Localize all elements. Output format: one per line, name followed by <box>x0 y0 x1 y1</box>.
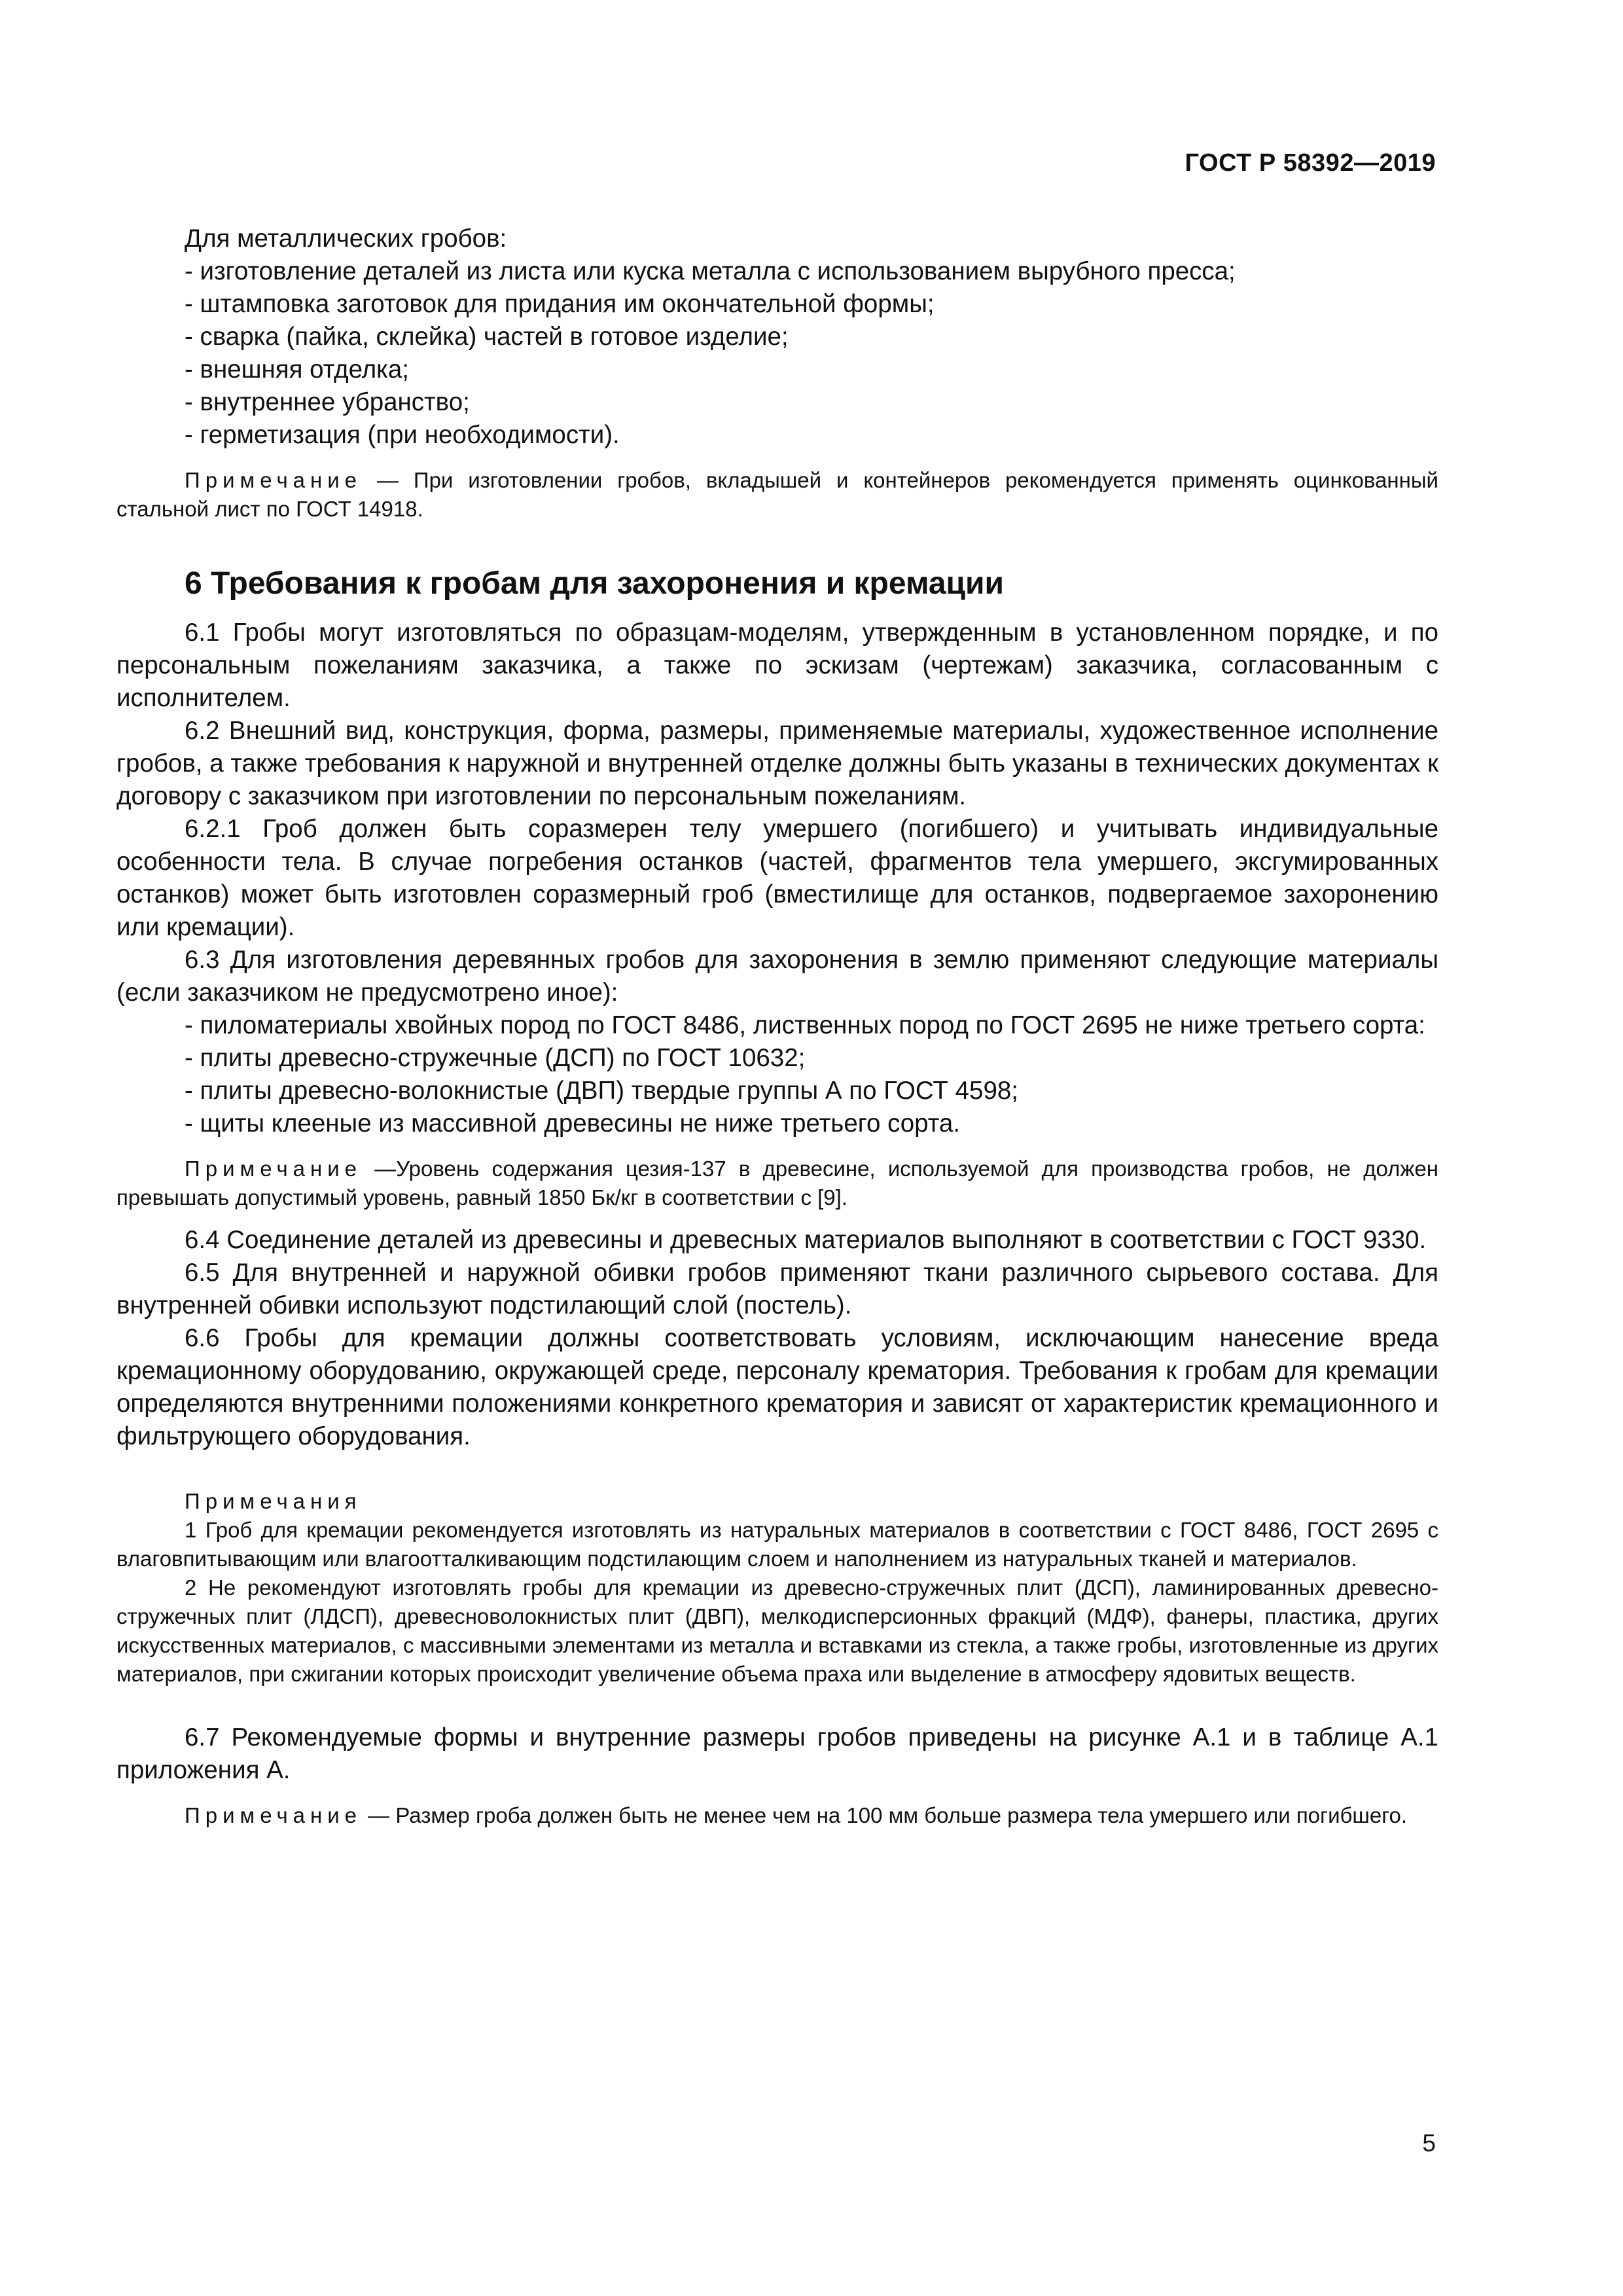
paragraph-6-6: 6.6 Гробы для кремации должны соответствовать условиям, исключающим нанесение вреда кремационному оборудованию, окружающей среде, персоналу крематория. Требования к гробам для кремации определяются внутренними положениями конкретного крематория и зависят от характеристик кремационного и фильтрующего оборудования. <box>116 1324 1438 1450</box>
list-item-6-3-3: - плиты древесно-волокнистые (ДВП) твердые группы А по ГОСТ 4598; <box>185 1077 1018 1105</box>
metal-item-2: - штамповка заготовок для придания им окончательной формы; <box>185 290 935 318</box>
paragraph-6-3: 6.3 Для изготовления деревянных гробов для захоронения в землю применяют следующие материалы (если заказчиком не предусмотрено иное): <box>116 946 1438 1007</box>
cremation-note-2: 2 Не рекомендуют изготовлять гробы для кремации из древесно-стружечных плит (ДСП), ламинированных древесно-стружечных плит (ЛДСП), древесноволокнистых плит (ДВП), мелкодисперсионных фракций (МДФ), фанеры, пластика, других искусственных материалов, с массивными элементами из металла и вставками из стекла, а также гробы, изготовленные из других материалов, при сжигании которых происходит увеличение объема праха или выделение в атмосферу ядовитых веществ. <box>116 1575 1438 1686</box>
note-label: Примечание <box>185 1157 363 1181</box>
section-title: 6 Требования к гробам для захоронения и кремации <box>185 566 1005 601</box>
list-item-6-3-4: - щиты клееные из массивной древесины не ниже третьего сорта. <box>185 1109 961 1138</box>
notes-heading: Примечания <box>185 1489 362 1513</box>
list-item-6-3-1: - пиломатериалы хвойных пород по ГОСТ 8486, лиственных пород по ГОСТ 2695 не ниже третьего сорта: <box>185 1011 1425 1039</box>
note-text: —Уровень содержания цезия-137 в древесине, используемой для производства гробов, не должен превышать допустимый уровень, равный 1850 Бк/кг в соответствии с [9]. <box>116 1157 1438 1210</box>
metal-intro: Для металлических гробов: <box>185 224 507 253</box>
metal-note <box>116 466 1438 524</box>
metal-item-3: - сварка (пайка, склейка) частей в готовое изделие; <box>185 323 789 351</box>
document-code: ГОСТ Р 58392—2019 <box>1185 149 1436 177</box>
paragraph-6-4: 6.4 Соединение деталей из древесины и древесных материалов выполняют в соответствии с ГОСТ 9330. <box>185 1226 1427 1254</box>
metal-item-6: - герметизация (при необходимости). <box>185 421 620 449</box>
list-item-6-3-2: - плиты древесно-стружечные (ДСП) по ГОСТ 10632; <box>185 1044 806 1072</box>
paragraph-6-5: 6.5 Для внутренней и наружной обивки гробов применяют ткани различного сырьевого состава. Для внутренней обивки используют подстилающий слой (постель). <box>116 1259 1438 1319</box>
paragraph-6-7: 6.7 Рекомендуемые формы и внутренние размеры гробов приведены на рисунке А.1 и в таблице А.1 приложения А. <box>116 1723 1438 1784</box>
paragraph-6-2: 6.2 Внешний вид, конструкция, форма, размеры, применяемые материалы, художественное исполнение гробов, а также требования к наружной и внутренней отделке должны быть указаны в технических документах к договору с заказчиком при изготовлении по персональным пожеланиям. <box>116 717 1438 810</box>
note-label: Примечание <box>185 468 363 492</box>
note-label: Примечание <box>185 1803 363 1827</box>
note-text: — Размер гроба должен быть не менее чем на 100 мм больше размера тела умершего или погибшего. <box>362 1803 1408 1827</box>
metal-item-5: - внутреннее убранство; <box>185 388 470 416</box>
size-note <box>116 1801 1438 1830</box>
note-text: — При изготовлении гробов, вкладышей и контейнеров рекомендуется применять оцинкованный стальной лист по ГОСТ 14918. <box>116 468 1438 521</box>
paragraph-6-1: 6.1 Гробы могут изготовляться по образцам-моделям, утвержденным в установленном порядке, и по персональным пожеланиям заказчика, а также по эскизам (чертежам) заказчика, согласованным с исполнителем. <box>116 619 1438 712</box>
wood-note <box>116 1155 1438 1212</box>
metal-item-1: - изготовление деталей из листа или куска металла с использованием вырубного пресса; <box>185 257 1236 285</box>
metal-item-4: - внешняя отделка; <box>185 355 409 384</box>
page-number: 5 <box>1422 2130 1436 2157</box>
cremation-note-1: 1 Гроб для кремации рекомендуется изготовлять из натуральных материалов в соответствии с ГОСТ 8486, ГОСТ 2695 с влаговпитывающим или влагоотталкивающим подстилающим слоем и наполнением из натуральных тканей и материалов. <box>116 1518 1438 1571</box>
page-content <box>116 223 1438 1830</box>
paragraph-6-2-1: 6.2.1 Гроб должен быть соразмерен телу умершего (погибшего) и учитывать индивидуальные особенности тела. В случае погребения останков (частей, фрагментов тела умершего, эксгумированных останков) может быть изготовлен соразмерный гроб (вместилище для останков, подвергаемое захоронению или кремации). <box>116 815 1438 941</box>
